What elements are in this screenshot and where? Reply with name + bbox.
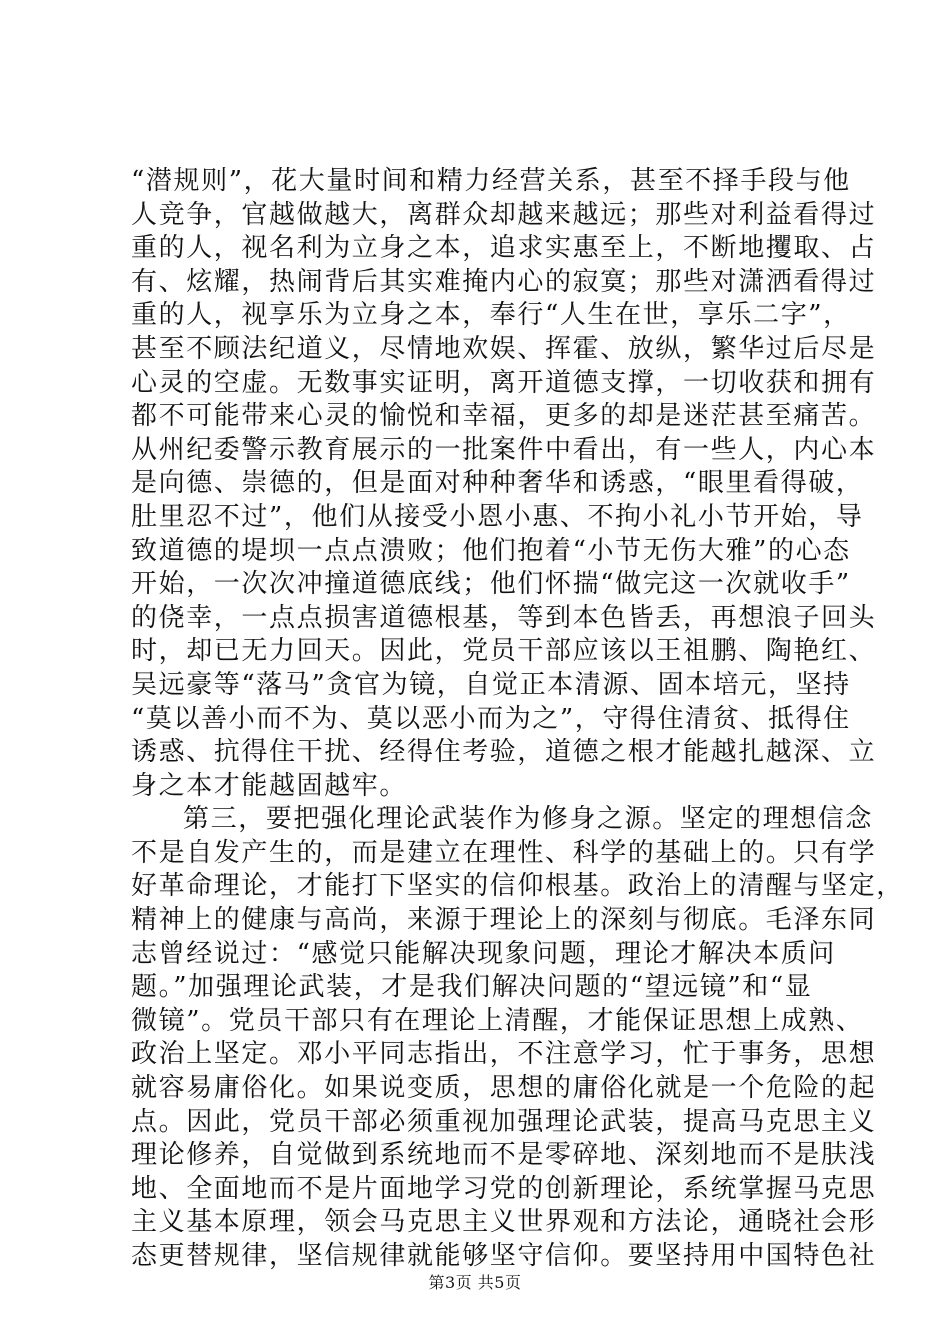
text-line: 微镜”。党员干部只有在理论上清醒，才能保证思想上成熟、: [131, 1005, 864, 1036]
text-line: 都不可能带来心灵的愉悦和幸福，更多的却是迷茫甚至痛苦。: [131, 401, 877, 432]
text-line: 态更替规律，坚信规律就能够坚守信仰。要坚持用中国特色社: [131, 1241, 877, 1271]
text-line: 志曾经说过：“感觉只能解决现象问题，理论才解决本质问: [131, 938, 836, 969]
text-line: 有、炫耀，热闹背后其实难掩内心的寂寞；那些对潇洒看得过: [131, 266, 877, 297]
paragraph-start-line: 第三，要把强化理论武装作为修身之源。坚定的理想信念: [183, 804, 874, 835]
text-line: 吴远豪等“落马”贪官为镜，自觉正本清源、固本培元，坚持: [131, 669, 851, 700]
text-line: 甚至不顾法纪道义，尽情地欢娱、挥霍、放纵，繁华过后尽是: [131, 333, 877, 364]
text-line: 主义基本原理，领会马克思主义世界观和方法论，通晓社会形: [131, 1207, 877, 1238]
text-line: 时，却已无力回天。因此，党员干部应该以王祖鹏、陶艳红、: [131, 636, 877, 667]
text-line: 精神上的健康与高尚，来源于理论上的深刻与彻底。毛泽东同: [131, 905, 877, 936]
text-line: 心灵的空虚。无数事实证明，离开道德支撑，一切收获和拥有: [131, 367, 877, 398]
text-line: 是向德、崇德的，但是面对种种奢华和诱惑，“眼里看得破，: [131, 468, 864, 499]
text-line: 就容易庸俗化。如果说变质，思想的庸俗化就是一个危险的起: [131, 1073, 877, 1104]
text-line: “潜规则”，花大量时间和精力经营关系，甚至不择手段与他: [131, 166, 851, 196]
text-line: 肚里忍不过”，他们从接受小恩小惠、不拘小礼小节开始，导: [131, 501, 864, 532]
text-line: 的侥幸，一点点损害道德根基，等到本色皆丢，再想浪子回头: [131, 602, 877, 633]
text-line: “莫以善小而不为、莫以恶小而为之”，守得住清贫、抵得住: [131, 703, 851, 734]
body-text: [131, 165, 904, 1274]
text-line: 致道德的堤坝一点点溃败；他们抱着“小节无伤大雅”的心态: [131, 535, 851, 566]
page-number-footer: 第3页 共5页: [428, 1273, 522, 1292]
text-line: 地、全面地而不是片面地学习党的创新理论，系统掌握马克思: [131, 1173, 877, 1204]
text-line: 从州纪委警示教育展示的一批案件中看出，有一些人，内心本: [131, 434, 877, 465]
text-line: 点。因此，党员干部必须重视加强理论武装，提高马克思主义: [131, 1106, 877, 1137]
text-line: 政治上坚定。邓小平同志指出，不注意学习，忙于事务，思想: [131, 1039, 877, 1070]
text-line: 人竞争，官越做越大，离群众却越来越远；那些对利益看得过: [131, 199, 877, 230]
text-line: 好革命理论，才能打下坚实的信仰根基。政治上的清醒与坚定，: [131, 871, 904, 902]
text-line: 开始，一次次冲撞道德底线；他们怀揣“做完这一次就收手”: [131, 569, 851, 600]
text-line: 重的人，视名利为立身之本，追求实惠至上，不断地攫取、占: [131, 233, 877, 264]
text-line: 不是自发产生的，而是建立在理性、科学的基础上的。只有学: [131, 837, 877, 868]
text-line: 理论修养，自觉做到系统地而不是零碎地、深刻地而不是肤浅: [131, 1140, 877, 1171]
text-line: 题。”加强理论武装，才是我们解决问题的“望远镜”和“显: [131, 972, 813, 1003]
text-line: 身之本才能越固越牢。: [131, 770, 408, 801]
text-line: 重的人，视享乐为立身之本，奉行“人生在世，享乐二字”，: [131, 300, 851, 331]
text-line: 诱惑、抗得住干扰、经得住考验，道德之根才能越扎越深、立: [131, 737, 877, 768]
